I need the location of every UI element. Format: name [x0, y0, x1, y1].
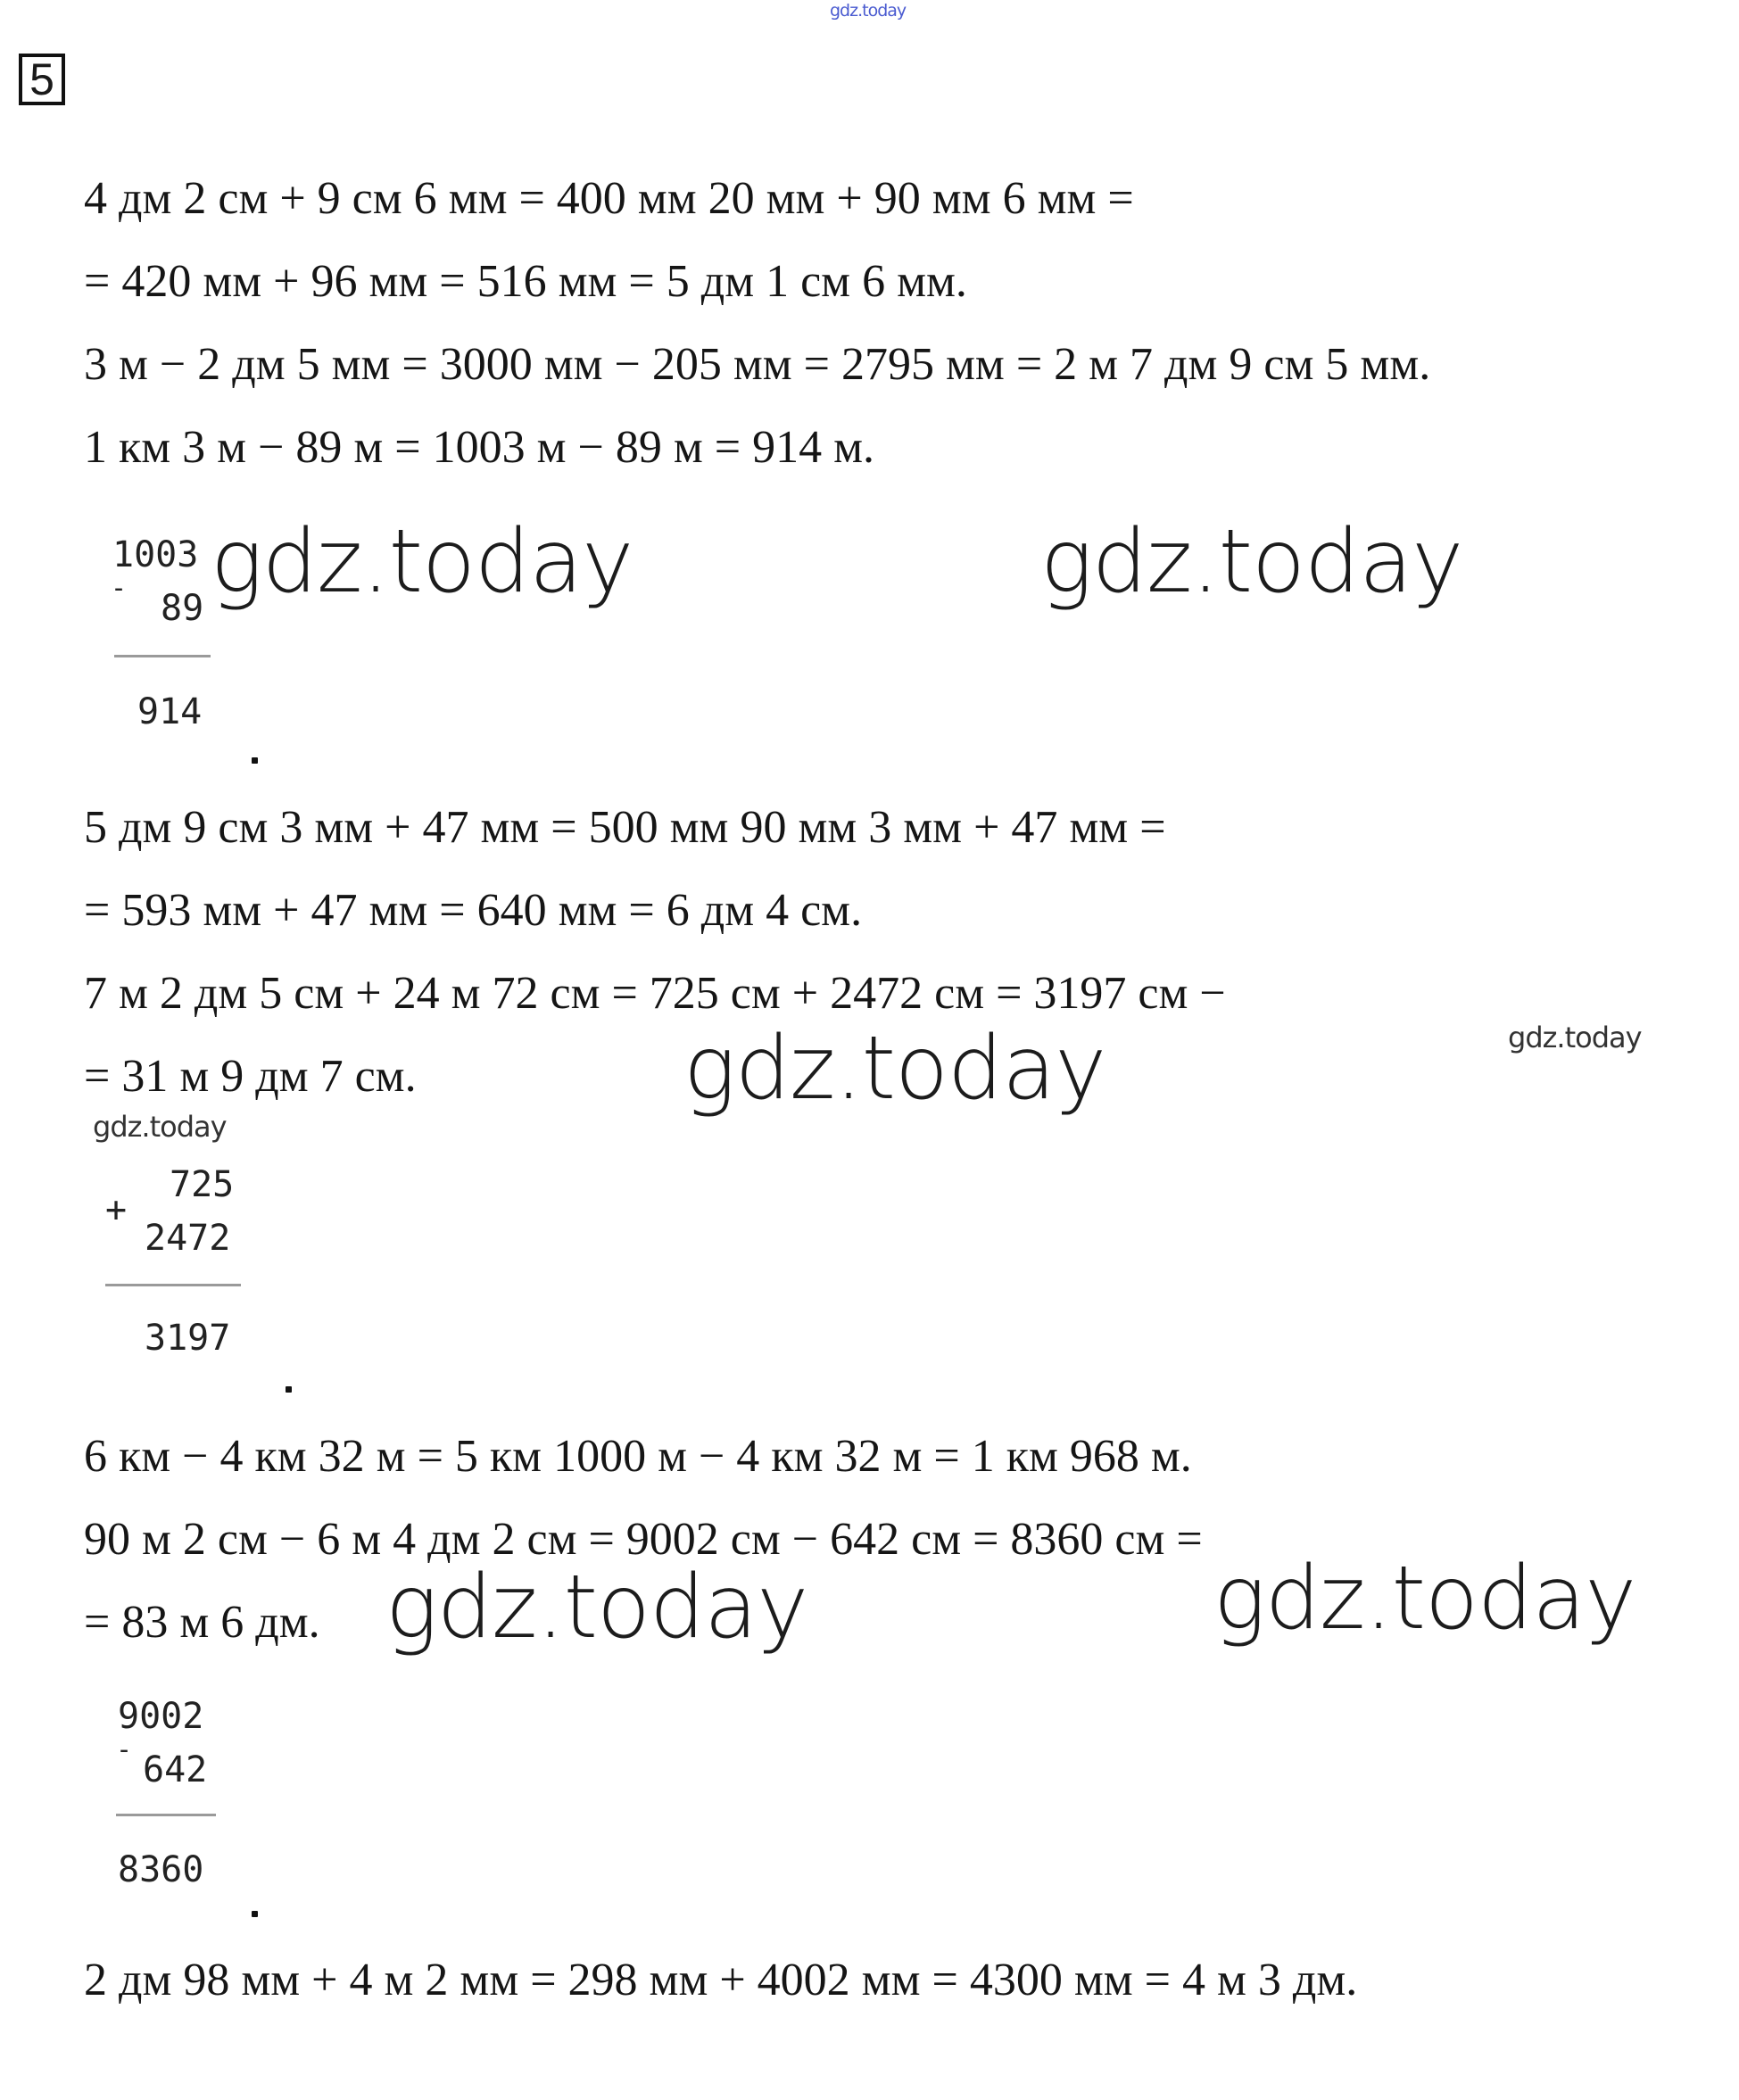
column-operator: -	[111, 573, 128, 604]
header-watermark: gdz.today	[830, 1, 907, 21]
column-result: 8360	[118, 1849, 204, 1890]
column-operator: -	[116, 1734, 133, 1765]
watermark: gdz.today	[211, 511, 633, 613]
solution-line-3: 3 м − 2 дм 5 мм = 3000 мм − 205 мм = 2795 мм = 2 м 7 дм 9 см 5 мм.	[84, 339, 1431, 390]
solution-line-10: 90 м 2 см − 6 м 4 дм 2 см = 9002 см − 642 см = 8360 см =	[84, 1514, 1203, 1565]
column-end-dot	[252, 1911, 258, 1917]
column-result: 914	[137, 691, 203, 732]
column-end-dot	[286, 1386, 292, 1393]
column-rule	[105, 1284, 241, 1286]
column-top: 9002	[118, 1696, 204, 1737]
solution-line-6: = 593 мм + 47 мм = 640 мм = 6 дм 4 см.	[84, 885, 863, 936]
solution-line-9: 6 км − 4 км 32 м = 5 км 1000 м − 4 км 32 м = 1 км 968 м.	[84, 1431, 1192, 1482]
column-bottom: 642	[143, 1749, 208, 1790]
solution-line-1: 4 дм 2 см + 9 см 6 мм = 400 мм 20 мм + 90 мм 6 мм =	[84, 173, 1134, 224]
solution-line-4: 1 км 3 м − 89 м = 1003 м − 89 м = 914 м.	[84, 422, 875, 473]
column-top: 725	[170, 1164, 235, 1205]
watermark: gdz.today	[1040, 511, 1463, 613]
column-rule	[116, 1814, 216, 1816]
column-operator: +	[105, 1189, 128, 1230]
column-result: 3197	[145, 1318, 231, 1359]
solution-line-11: = 83 м 6 дм.	[84, 1597, 320, 1648]
column-rule	[114, 655, 211, 657]
task-number: 5	[19, 54, 65, 105]
watermark: gdz.today	[1213, 1548, 1636, 1649]
solution-line-2: = 420 мм + 96 мм = 516 мм = 5 дм 1 см 6 мм.	[84, 256, 967, 307]
watermark: gdz.today	[1508, 1021, 1642, 1054]
solution-line-7: 7 м 2 дм 5 см + 24 м 72 см = 725 см + 2472 см = 3197 см −	[84, 968, 1226, 1019]
column-top: 1003	[112, 534, 199, 575]
column-end-dot	[252, 757, 258, 764]
solution-line-5: 5 дм 9 см 3 мм + 47 мм = 500 мм 90 мм 3 мм + 47 мм =	[84, 802, 1166, 853]
column-bottom: 2472	[145, 1218, 231, 1259]
solution-line-8: = 31 м 9 дм 7 см.	[84, 1051, 417, 1102]
watermark: gdz.today	[385, 1557, 808, 1658]
solution-line-12: 2 дм 98 мм + 4 м 2 мм = 298 мм + 4002 мм = 4300 мм = 4 м 3 дм.	[84, 1955, 1358, 2005]
watermark: gdz.today	[93, 1110, 227, 1144]
watermark: gdz.today	[683, 1018, 1106, 1120]
column-bottom: 89	[161, 588, 204, 629]
